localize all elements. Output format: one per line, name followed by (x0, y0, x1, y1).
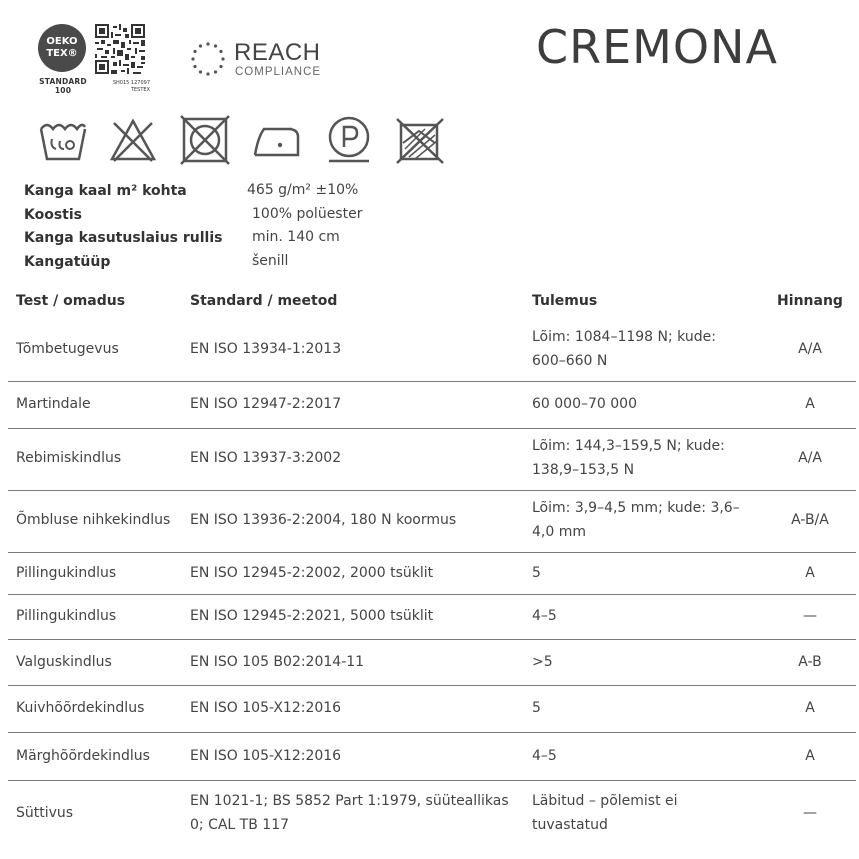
oeko-certificate: SH015 127097 TESTEX (112, 80, 150, 93)
product-title: CREMONA (536, 20, 778, 74)
table-row (8, 781, 856, 845)
cell-result-line2: 4,0 mm (532, 524, 586, 540)
reach-title: REACH (234, 39, 321, 66)
cell-standard: EN ISO 105 B02:2014-11 (190, 654, 365, 670)
reach-compliance-logo (190, 38, 330, 84)
cell-result: >5 (532, 654, 553, 670)
cell-result: 5 (532, 700, 541, 716)
spec-label-composition: Koostis (24, 207, 82, 223)
stars-circle-icon (190, 41, 226, 77)
cell-standard: EN ISO 12945-2:2021, 5000 tsüklit (190, 608, 434, 624)
table-row (8, 686, 856, 733)
oeko-standard-label: STANDARD 100 (39, 77, 87, 95)
cell-rating: A-B (798, 654, 822, 670)
iron-low-icon (252, 115, 302, 165)
table-row (8, 491, 856, 553)
header-result: Tulemus (532, 293, 598, 309)
cell-rating: A (805, 396, 815, 412)
cell-result: Läbitud – põlemist ei (532, 793, 678, 809)
table-row (8, 322, 856, 382)
qr-code-icon (95, 24, 145, 74)
cell-rating: A-B/A (791, 512, 829, 528)
wash-30-icon (38, 115, 88, 165)
cell-rating: A/A (798, 341, 822, 357)
cell-standard: EN ISO 12947-2:2017 (190, 396, 342, 412)
cell-result: Lõim: 3,9–4,5 mm; kude: 3,6– (532, 500, 740, 516)
cell-result: Lõim: 144,3–159,5 N; kude: (532, 438, 725, 454)
cell-standard: EN ISO 13936-2:2004, 180 N koormus (190, 512, 457, 528)
cell-rating: A (805, 748, 815, 764)
oeko-tex-badge (38, 24, 86, 72)
cell-test: Kuivhõõrdekindlus (16, 700, 145, 716)
cell-rating: — (803, 608, 817, 624)
cell-result: 60 000–70 000 (532, 396, 637, 412)
spec-value-width: min. 140 cm (252, 229, 340, 245)
oeko-line2: TEX® (46, 48, 78, 59)
header-test: Test / omadus (16, 293, 126, 309)
cell-standard: EN ISO 13934-1:2013 (190, 341, 342, 357)
no-tumble-dry-icon (180, 115, 230, 165)
cell-standard: EN ISO 13937-3:2002 (190, 450, 342, 466)
cell-result: Lõim: 1084–1198 N; kude: (532, 329, 716, 345)
spec-value-composition: 100% polüester (252, 206, 363, 222)
cell-test: Pillingukindlus (16, 565, 117, 581)
spec-label-width: Kanga kasutuslaius rullis (24, 230, 223, 246)
cell-standard: EN ISO 105-X12:2016 (190, 700, 342, 716)
cell-test: Pillingukindlus (16, 608, 117, 624)
dry-clean-p-icon (324, 115, 374, 165)
cell-result: 4–5 (532, 608, 557, 624)
cell-test: Tõmbetugevus (16, 341, 119, 357)
table-row (8, 429, 856, 491)
cell-rating: A (805, 565, 815, 581)
cell-test: Märghõõrdekindlus (16, 748, 150, 764)
cell-rating: A/A (798, 450, 822, 466)
cell-test: Õmbluse nihkekindlus (16, 512, 171, 528)
cell-result-line2: tuvastatud (532, 817, 608, 833)
cell-test: Süttivus (16, 805, 74, 821)
table-row (8, 553, 856, 595)
cell-test: Rebimiskindlus (16, 450, 122, 466)
reach-subtitle: COMPLIANCE (235, 66, 322, 78)
no-steam-icon (395, 115, 445, 165)
oeko-line1: OEKO (46, 36, 78, 47)
spec-label-weight: Kanga kaal m² kohta (24, 183, 187, 199)
oeko-tex-logo (32, 20, 150, 102)
cell-result-line2: 138,9–153,5 N (532, 462, 635, 478)
spec-value-type: šenill (252, 253, 289, 269)
cell-test: Valguskindlus (16, 654, 112, 670)
table-row (8, 640, 856, 686)
cell-standard: EN ISO 12945-2:2002, 2000 tsüklit (190, 565, 434, 581)
cell-standard: EN ISO 105-X12:2016 (190, 748, 342, 764)
spec-label-type: Kangatüüp (24, 254, 111, 270)
cell-standard: EN 1021-1; BS 5852 Part 1:1979, süüteallikas (190, 793, 509, 809)
cell-test: Martindale (16, 396, 91, 412)
header-rating: Hinnang (777, 293, 843, 309)
table-row (8, 733, 856, 781)
cell-result: 4–5 (532, 748, 557, 764)
no-bleach-icon (108, 115, 158, 165)
cell-rating: A (805, 700, 815, 716)
cell-rating: — (803, 805, 817, 821)
table-row (8, 595, 856, 640)
spec-value-weight: 465 g/m² ±10% (247, 182, 359, 198)
header-standard: Standard / meetod (190, 293, 338, 309)
cell-standard-line2: 0; CAL TB 117 (190, 817, 290, 833)
cell-result-line2: 600–660 N (532, 353, 608, 369)
table-row (8, 382, 856, 429)
cell-result: 5 (532, 565, 541, 581)
